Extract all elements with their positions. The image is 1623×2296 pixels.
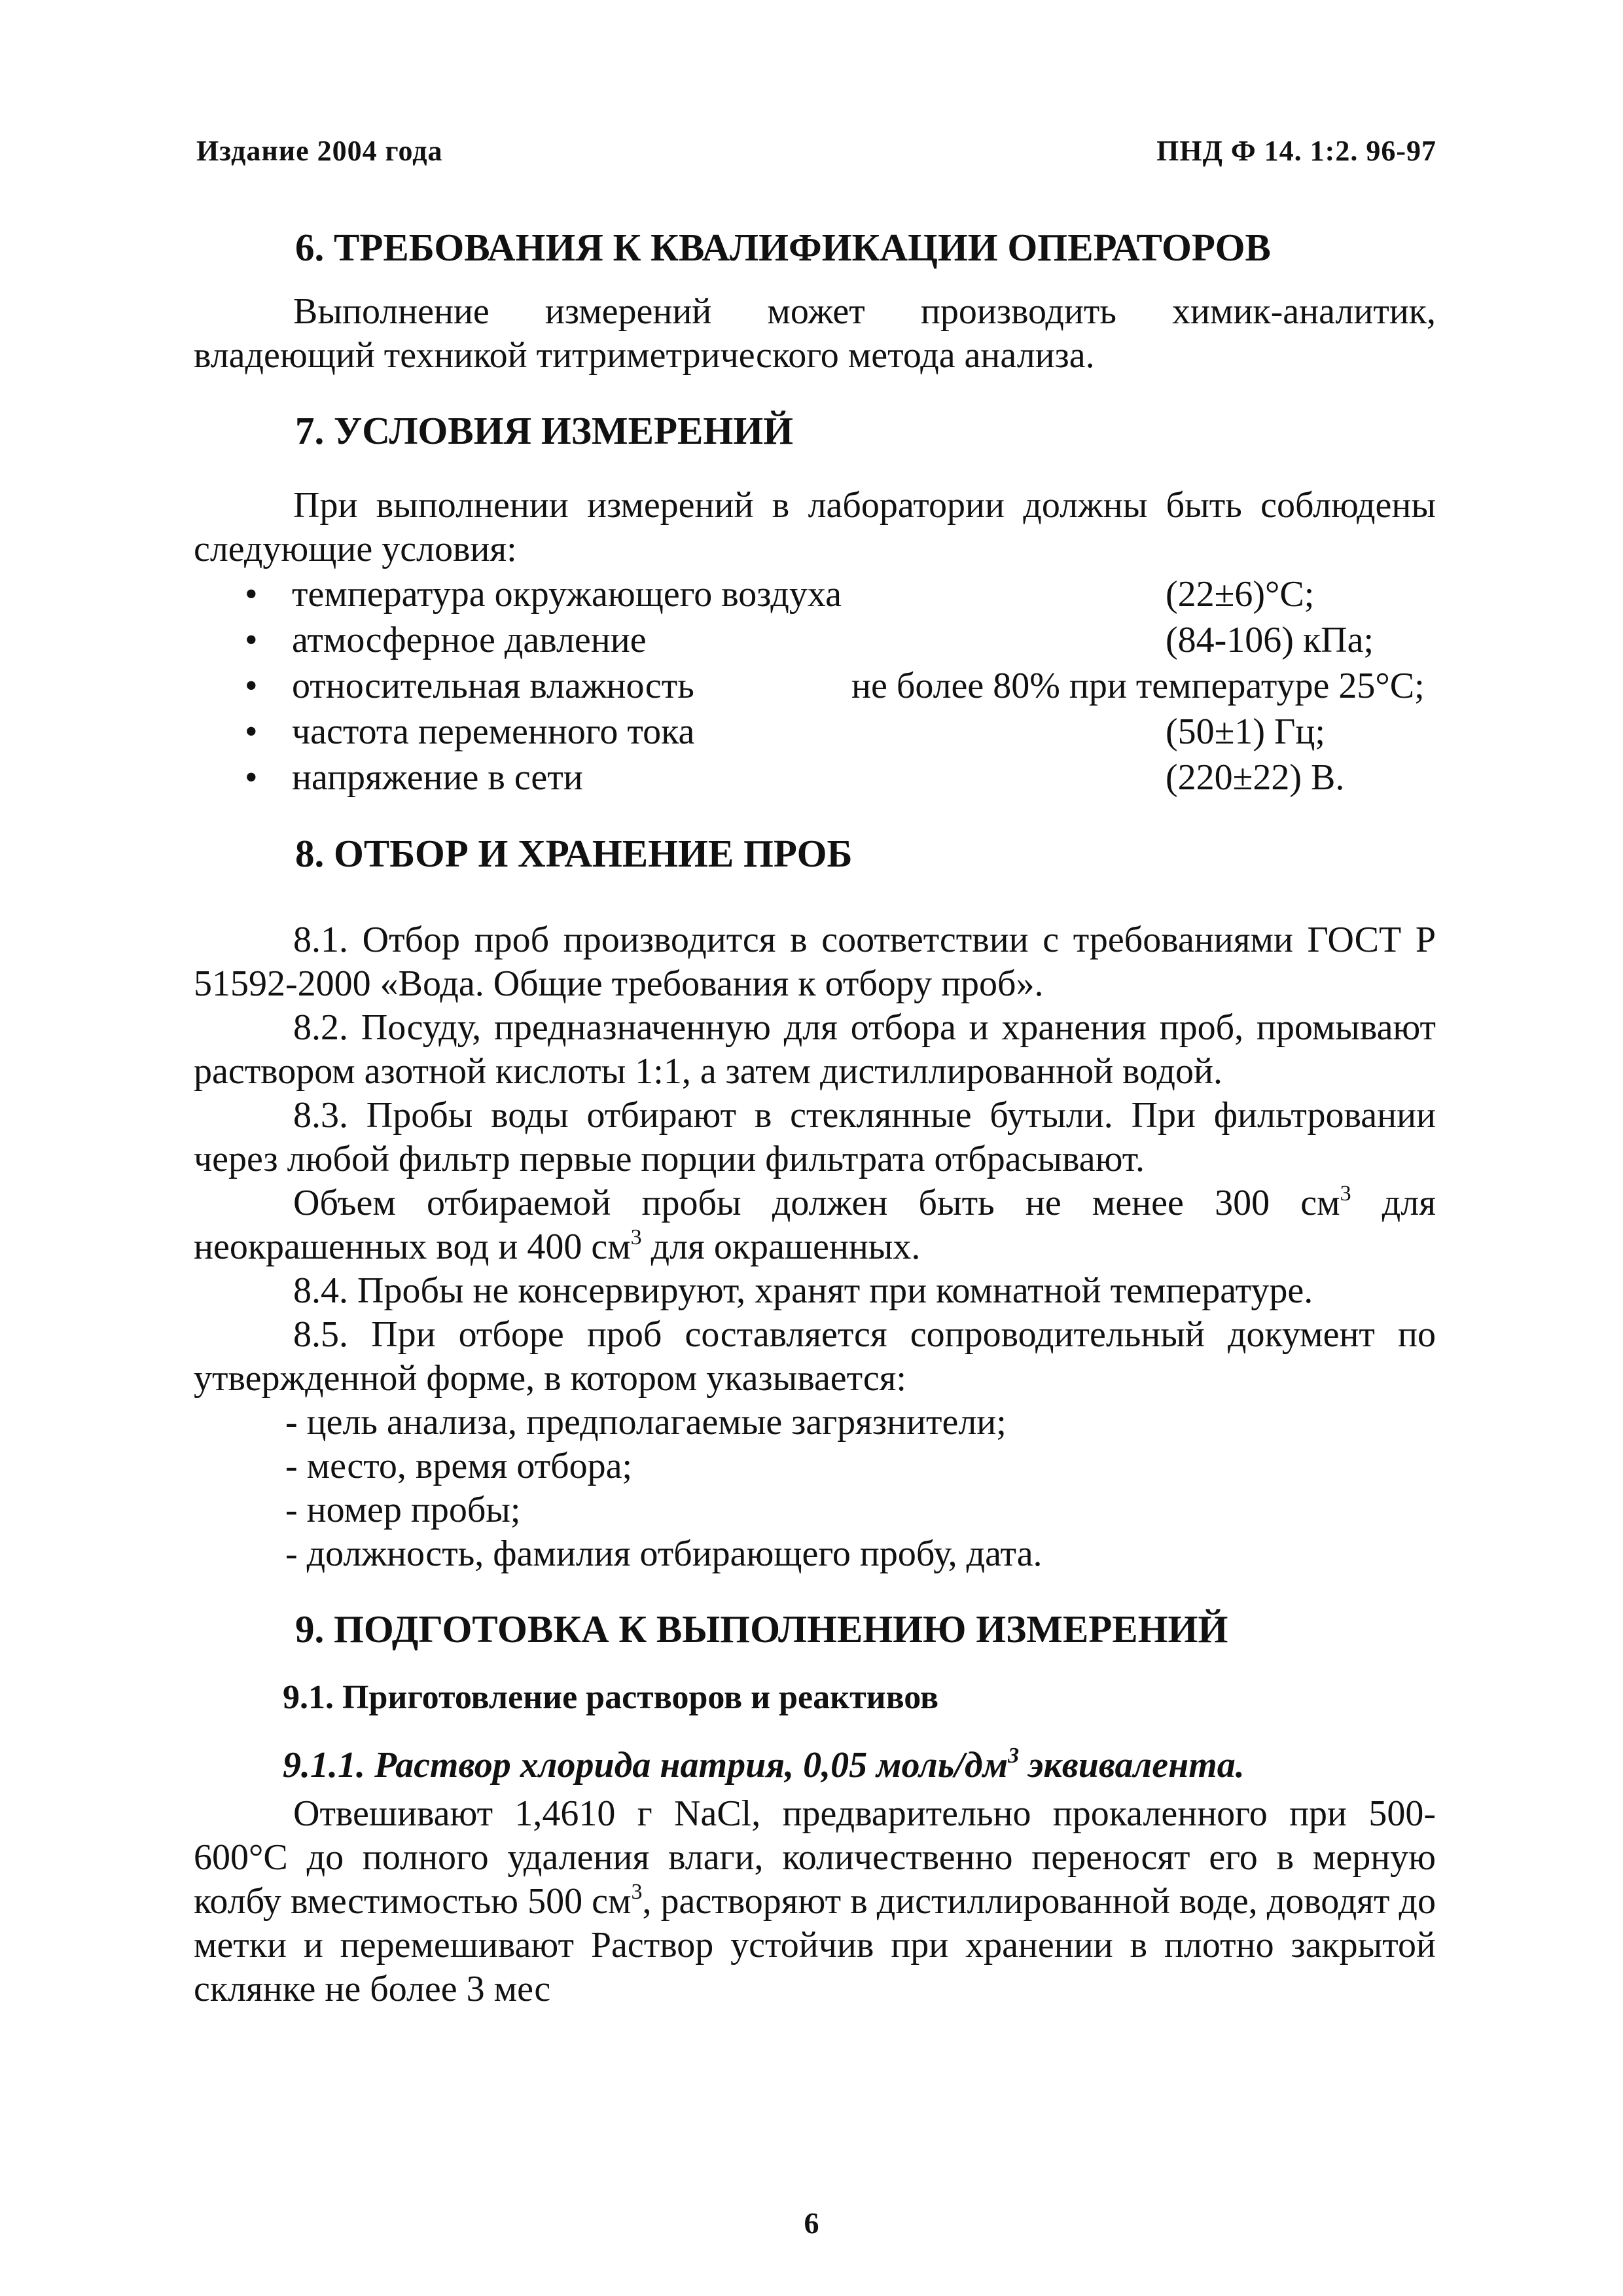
condition-value: (22±6)°С;	[1166, 574, 1315, 615]
condition-value: (84-106) кПа;	[1166, 620, 1374, 660]
section-9-title: 9. ПОДГОТОВКА К ВЫПОЛНЕНИЮ ИЗМЕРЕНИЙ	[295, 1607, 1228, 1651]
condition-item	[194, 663, 1436, 709]
edition-label: Издание 2004 года	[196, 135, 443, 167]
condition-value: (220±22) В.	[1166, 757, 1345, 798]
subsection-9-1-1-title	[194, 1738, 1436, 1792]
bullet-icon: •	[245, 711, 258, 752]
bullet-icon: •	[245, 620, 258, 660]
text-fragment: эквивалента.	[1019, 1745, 1245, 1785]
text-fragment: для неокрашенных вод и 400 см	[194, 1183, 1436, 1267]
superscript: 3	[631, 1880, 643, 1904]
superscript: 3	[1008, 1744, 1020, 1768]
condition-item	[194, 571, 1436, 617]
section-6-text: Выполнение измерений может производить химик-аналитик, владеющий техникой титриметрического метода анализа.	[194, 291, 1436, 376]
section-8-p1: 8.1. Отбор проб производится в соответствии с требованиями ГОСТ Р 51592-2000 «Вода. Общие требования к отбору проб».	[194, 920, 1436, 1004]
section-8-p3: 8.3. Пробы воды отбирают в стеклянные бутыли. При фильтровании через любой фильтр первые порции фильтрата отбрасывают.	[194, 1095, 1436, 1179]
section-8-p4: 8.4. Пробы не консервируют, хранят при комнатной температуре.	[293, 1270, 1313, 1311]
bullet-icon: •	[245, 666, 258, 706]
bullet-icon: •	[245, 757, 258, 798]
list-item: - место, время отбора;	[285, 1446, 633, 1486]
list-item: - номер пробы;	[285, 1490, 521, 1530]
condition-name: частота переменного тока	[292, 711, 695, 752]
section-8-p5: 8.5. При отборе проб составляется сопроводительный документ по утвержденной форме, в котором указывается:	[194, 1314, 1436, 1399]
document-code: ПНД Ф 14. 1:2. 96-97	[1156, 135, 1436, 167]
section-7-title: 7. УСЛОВИЯ ИЗМЕРЕНИЙ	[295, 409, 794, 452]
bullet-icon: •	[245, 574, 258, 615]
superscript: 3	[630, 1225, 642, 1249]
superscript: 3	[1340, 1181, 1351, 1206]
condition-value: (50±1) Гц;	[1166, 711, 1325, 752]
condition-item	[194, 755, 1436, 800]
page-number: 6	[804, 2206, 819, 2240]
text-fragment: для окрашенных.	[641, 1227, 921, 1267]
condition-value: не более 80% при температуре 25°С;	[851, 666, 1425, 706]
condition-name: напряжение в сети	[292, 757, 583, 798]
text-fragment: Объем отбираемой пробы должен быть не менее 300 см	[293, 1183, 1340, 1223]
text-fragment: Отвешивают 1,4610 г NaCl, предварительно прокаленного при 500-600°С до полного удаления влаги, количественно переносят его в мерную колбу вместимостью 500 см	[194, 1793, 1436, 1922]
section-8-p3b	[194, 1181, 1436, 1269]
conditions-list	[194, 571, 1436, 800]
section-6-title: 6. ТРЕБОВАНИЯ К КВАЛИФИКАЦИИ ОПЕРАТОРОВ	[295, 226, 1271, 269]
subsection-9-1-1-text	[194, 1792, 1436, 2011]
section-7-intro: При выполнении измерений в лаборатории должны быть соблюдены следующие условия:	[194, 485, 1436, 569]
text-fragment: , растворяют в дистиллированной воде, доводят до метки и перемешивают Раствор устойчив при хранении в плотно закрытой склянке не более 3 мес	[194, 1881, 1436, 2009]
list-item: - должность, фамилия отбирающего пробу, дата.	[285, 1534, 1043, 1574]
condition-name: атмосферное давление	[292, 620, 647, 660]
text-fragment: 9.1.1. Раствор хлорида натрия, 0,05 моль/дм	[283, 1745, 1008, 1785]
subsection-9-1-title: 9.1. Приготовление растворов и реактивов	[283, 1679, 939, 1716]
condition-name: относительная влажность	[292, 666, 694, 706]
list-item: - цель анализа, предполагаемые загрязнители;	[285, 1402, 1007, 1443]
section-8-title: 8. ОТБОР И ХРАНЕНИЕ ПРОБ	[295, 832, 853, 875]
section-8-p2: 8.2. Посуду, предназначенную для отбора и хранения проб, промывают раствором азотной кислоты 1:1, а затем дистиллированной водой.	[194, 1007, 1436, 1092]
condition-item	[194, 617, 1436, 663]
condition-item	[194, 709, 1436, 755]
page-content	[194, 219, 1436, 2011]
condition-name: температура окружающего воздуха	[292, 574, 842, 615]
